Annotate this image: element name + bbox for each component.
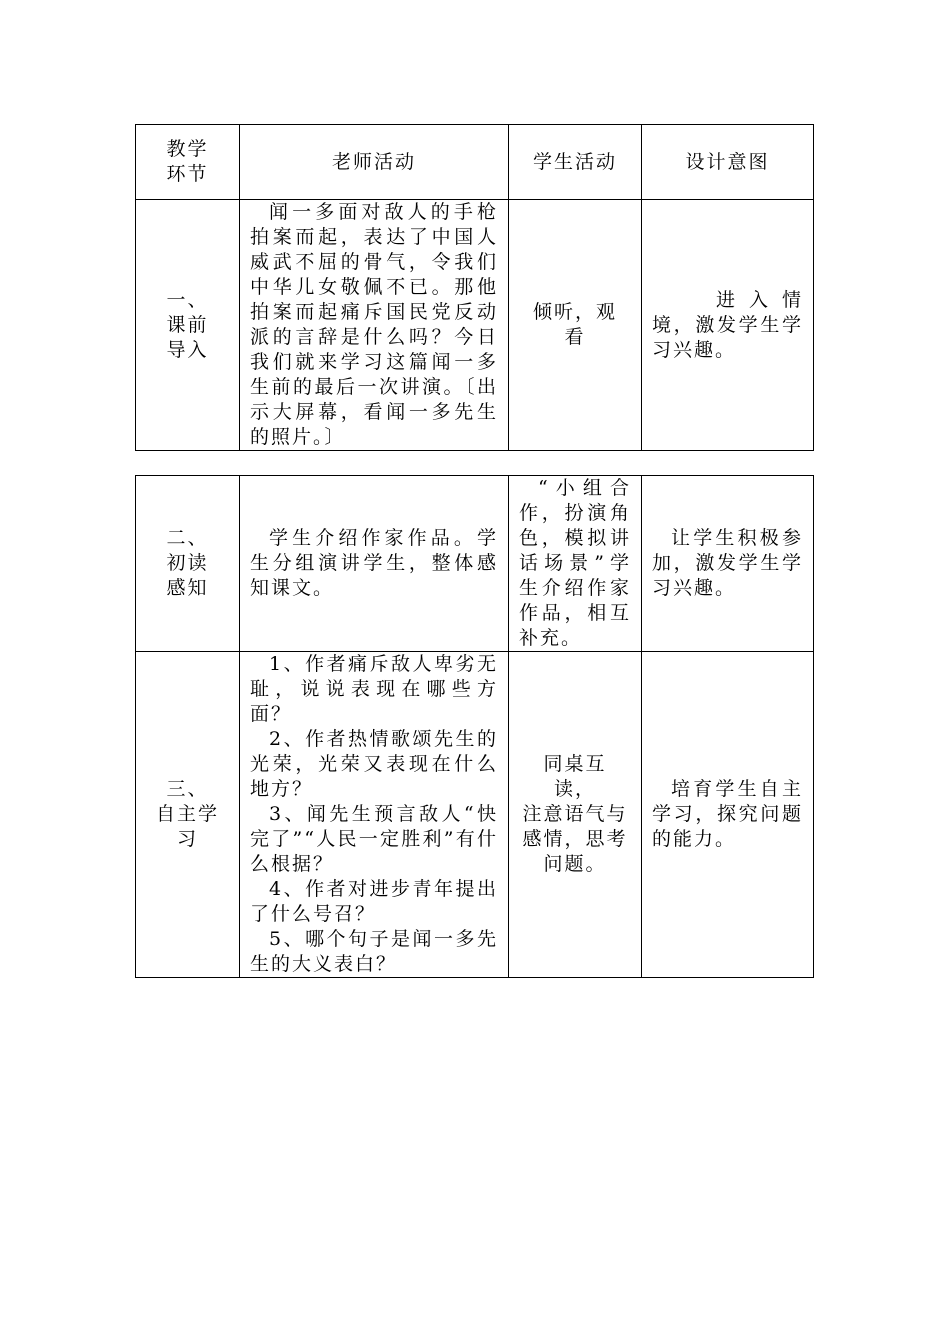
header-student-activity: 学生活动 <box>509 125 642 200</box>
design-intent-cell: 让学生积极参加，激发学生学习兴趣。 <box>642 476 814 652</box>
student-activity-cell: “小组合作，扮演角色，模拟讲话场景”学生介绍作家作品，相互补充。 <box>509 476 642 652</box>
teacher-activity-cell: 学生介绍作家作品。学生分组演讲学生，整体感知课文。 <box>240 476 509 652</box>
teacher-activity-cell <box>240 652 509 978</box>
design-intent-cell: 进入情境，激发学生学习兴趣。 <box>642 200 814 451</box>
header-teacher-activity: 老师活动 <box>240 125 509 200</box>
teacher-activity-cell: 闻一多面对敌人的手枪拍案而起，表达了中国人威武不屈的骨气，令我们中华儿女敬佩不已。那他拍案而起痛斥国民党反动派的言辞是什么吗？今日我们就来学习这篇闻一多生前的最后一次讲演。〔出示大屏幕，看闻一多先生的照片。〕 <box>240 200 509 451</box>
student-activity-cell: 倾听，观 看 <box>509 200 642 451</box>
question-item: 4、作者对进步青年提出了什么号召？ <box>250 878 498 925</box>
header-stage: 教学 环节 <box>136 125 240 200</box>
header-row <box>136 125 814 200</box>
lesson-plan-table-1 <box>135 124 814 451</box>
stage-cell: 二、 初读 感知 <box>136 476 240 652</box>
question-item: 3、闻先生预言敌人“快完了”“人民一定胜利”有什么根据？ <box>250 803 498 875</box>
lesson-plan-table-2 <box>135 475 814 978</box>
table-row <box>136 200 814 451</box>
stage-cell: 一、 课前 导入 <box>136 200 240 451</box>
question-item: 5、哪个句子是闻一多先生的大义表白？ <box>250 928 498 975</box>
question-item: 2、作者热情歌颂先生的光荣，光荣又表现在什么地方？ <box>250 728 498 800</box>
table-row <box>136 476 814 652</box>
header-design-intent: 设计意图 <box>642 125 814 200</box>
question-item: 1、作者痛斥敌人卑劣无耻，说说表现在哪些方面？ <box>250 653 498 725</box>
student-activity-cell: 同桌互 读， 注意语气与感情，思考问题。 <box>509 652 642 978</box>
table-row <box>136 652 814 978</box>
design-intent-cell: 培育学生自主学习，探究问题的能力。 <box>642 652 814 978</box>
stage-cell: 三、 自主学 习 <box>136 652 240 978</box>
